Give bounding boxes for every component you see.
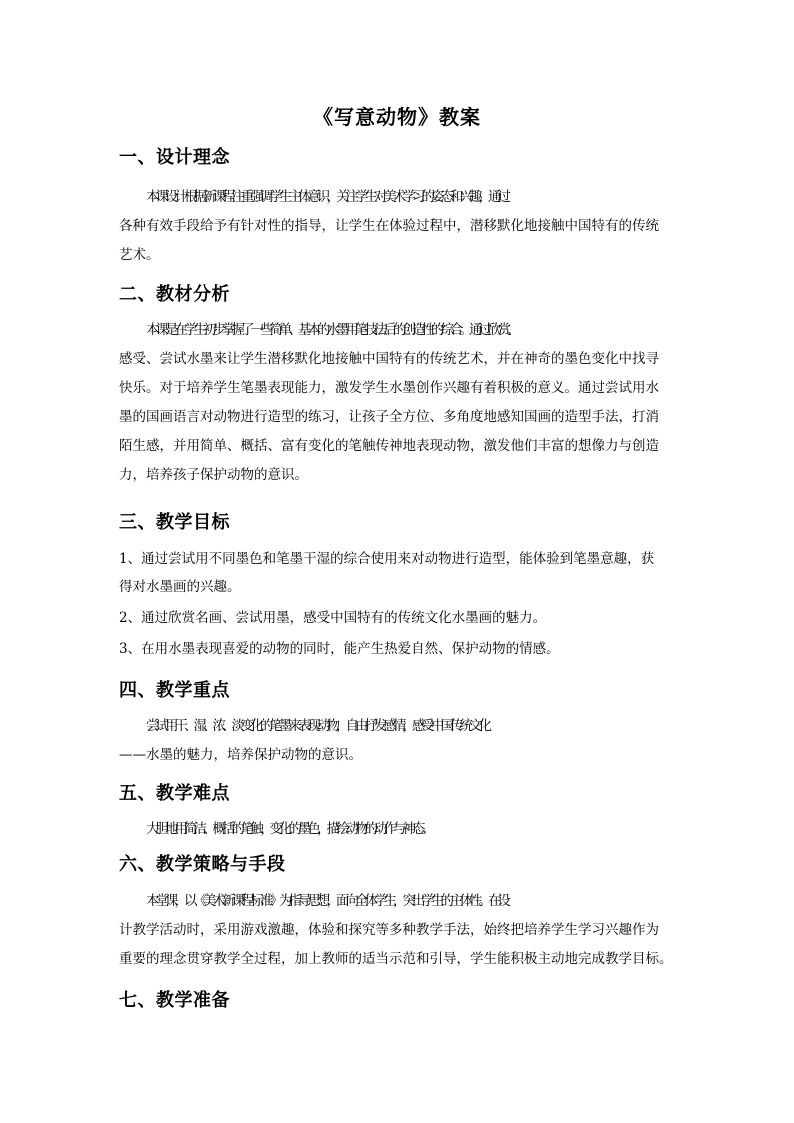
paragraph-line: 重要的理念贯穿教学全过程，加上教师的适当示范和引导，学生能积极主动地完成教学目标。 <box>119 951 673 967</box>
paragraph-line: ——水墨的魅力，培养保护动物的意识。 <box>119 747 362 763</box>
section-heading-design-concept: 一、设计理念 <box>119 147 230 168</box>
paragraph-line: 本课设计根据新课程注重强调学生主体意识，关注学生对美术学习的姿态和兴趣，通过 <box>146 189 507 205</box>
paragraph-line: 陌生感，并用简单、概括、富有变化的笔触传神地表现动物，激发他们丰富的想像力与创造 <box>119 438 659 454</box>
paragraph-line: 本课是在学生初步掌握了一些简单、基本的水墨用笔技法后的创造性的综合。通过欣赏、 <box>146 322 517 338</box>
paragraph-line: 各种有效手段给予有针对性的指导，让学生在体验过程中，潜移默化地接触中国特有的传统 <box>119 218 659 234</box>
section-body-teaching-difficulties <box>119 815 675 844</box>
paragraph-line: 大胆地用简洁、概括的笔触，变化的墨色，描绘动物的动作与神态。 <box>146 821 431 837</box>
paragraph-line: 力，培养孩子保护动物的意识。 <box>119 467 308 483</box>
objective-item: 3、在用水墨表现喜爱的动物的同时，能产生热爱自然、保护动物的情感。 <box>119 641 560 657</box>
paragraph-line: 艺术。 <box>119 247 160 263</box>
section-heading-material-analysis: 二、教材分析 <box>119 284 230 305</box>
section-heading-teaching-preparation: 七、教学准备 <box>119 990 230 1011</box>
section-body-teaching-strategies <box>119 887 675 974</box>
section-heading-teaching-key-points: 四、教学重点 <box>119 680 230 701</box>
section-heading-teaching-difficulties: 五、教学难点 <box>119 783 230 804</box>
paragraph-line: 快乐。对于培养学生笔墨表现能力，激发学生水墨创作兴趣有着积极的意义。通过尝试用水 <box>119 380 659 396</box>
paragraph-line: 本堂课，以《美术新课程标准》为指导思想，面向全体学生，突出学生的主体性。在设 <box>146 893 507 909</box>
section-body-teaching-key-points <box>119 712 675 770</box>
section-body-teaching-objectives <box>119 545 675 663</box>
section-heading-teaching-objectives: 三、教学目标 <box>119 512 230 533</box>
objective-item: 2、通过欣赏名画、尝试用墨，感受中国特有的传统文化水墨画的魅力。 <box>119 610 547 626</box>
paragraph-line: 尝试用干、湿、浓、淡变化的笔墨来表现动物，自由抒发感情，感受中国传统文化 <box>146 718 488 734</box>
objective-item-continuation: 得对水墨画的兴趣。 <box>119 579 241 595</box>
paragraph-line: 计教学活动时，采用游戏激趣，体验和探究等多种教学手法，始终把培养学生学习兴趣作为 <box>119 922 659 938</box>
paragraph-line: 墨的国画语言对动物进行造型的练习，让孩子全方位、多角度地感知国画的造型手法，打消 <box>119 409 659 425</box>
objective-item: 1、通过尝试用不同墨色和笔墨干湿的综合使用来对动物进行造型，能体验到笔墨意趣，获 <box>119 551 655 567</box>
section-heading-teaching-strategies: 六、教学策略与手段 <box>119 854 286 875</box>
section-body-material-analysis <box>119 316 675 490</box>
document-title: 《写意动物》教案 <box>313 105 481 129</box>
paragraph-line: 感受、尝试水墨来让学生潜移默化地接触中国特有的传统艺术，并在神奇的墨色变化中找寻 <box>119 351 659 367</box>
section-body-design-concept <box>119 183 675 270</box>
